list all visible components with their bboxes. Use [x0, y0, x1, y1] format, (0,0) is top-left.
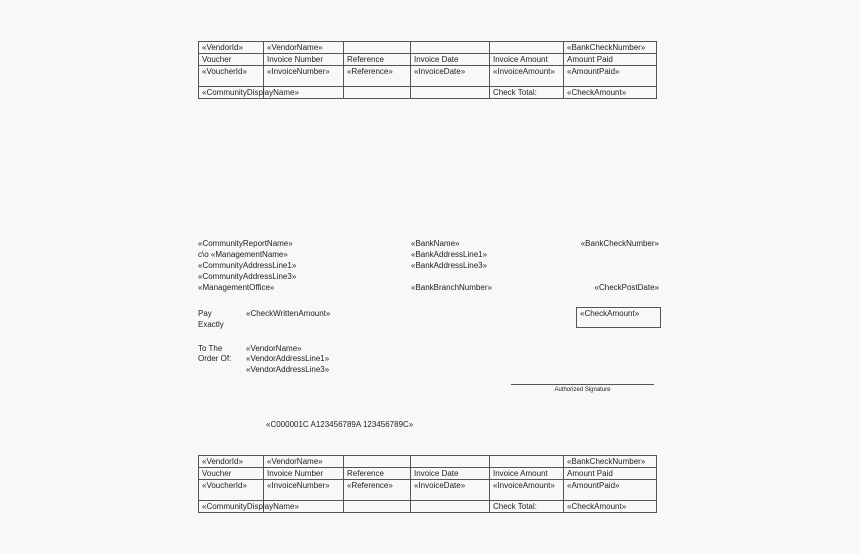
stub-header-invoice-date: Invoice Date — [411, 468, 490, 480]
remittance-stub-top — [198, 41, 657, 99]
stub-header-invoice-number: Invoice Number — [264, 468, 344, 480]
signature-line — [511, 384, 654, 385]
stub-empty-cell — [344, 87, 411, 99]
stub-invoice-number: «InvoiceNumber» — [264, 480, 344, 501]
stub-check-number: «BankCheckNumber» — [564, 456, 657, 468]
stub-header-voucher: Voucher — [199, 54, 264, 66]
stub-vendor-id: «VendorId» — [199, 42, 264, 54]
stub-invoice-date: «InvoiceDate» — [411, 480, 490, 501]
check-number: «BankCheckNumber» — [580, 239, 659, 248]
stub-header-amount-paid: Amount Paid — [564, 468, 657, 480]
check-post-date: «CheckPostDate» — [594, 283, 659, 292]
stub-check-total-label: Check Total: — [490, 87, 564, 99]
check-written-amount: «CheckWrittenAmount» — [246, 309, 331, 318]
stub-empty-cell — [490, 42, 564, 54]
stub-invoice-amount: «InvoiceAmount» — [490, 480, 564, 501]
stub-amount-paid: «AmountPaid» — [564, 480, 657, 501]
stub-header-invoice-amount: Invoice Amount — [490, 54, 564, 66]
stub-empty-cell — [411, 456, 490, 468]
stub-header-invoice-date: Invoice Date — [411, 54, 490, 66]
micr-line: «C000001C A123456789A 123456789C» — [266, 420, 414, 429]
stub-reference: «Reference» — [344, 66, 411, 87]
stub-vendor-name: «VendorName» — [264, 42, 344, 54]
bank-name: «BankName» — [411, 239, 460, 248]
vendor-address-line1: «VendorAddressLine1» — [246, 354, 330, 363]
stub-empty-cell — [411, 501, 490, 513]
stub-empty-cell — [344, 42, 411, 54]
stub-amount-paid: «AmountPaid» — [564, 66, 657, 87]
stub-vendor-id: «VendorId» — [199, 456, 264, 468]
stub-empty-cell — [490, 456, 564, 468]
stub-header-amount-paid: Amount Paid — [564, 54, 657, 66]
stub-community-display-name: «CommunityDisplayName» — [199, 501, 264, 513]
stub-empty-cell — [344, 456, 411, 468]
stub-community-display-name: «CommunityDisplayName» — [199, 87, 264, 99]
community-report-name: «CommunityReportName» — [198, 239, 293, 248]
bank-branch-number: «BankBranchNumber» — [411, 283, 492, 292]
order-of-label: Order Of: — [198, 354, 232, 363]
stub-invoice-number: «InvoiceNumber» — [264, 66, 344, 87]
bank-address-line3: «BankAddressLine3» — [411, 261, 488, 270]
vendor-address-line3: «VendorAddressLine3» — [246, 365, 330, 374]
check-amount-box: «CheckAmount» — [576, 307, 661, 328]
management-office: «ManagementOffice» — [198, 283, 275, 292]
stub-reference: «Reference» — [344, 480, 411, 501]
community-address-line3: «CommunityAddressLine3» — [198, 272, 297, 281]
stub-check-amount: «CheckAmount» — [564, 501, 657, 513]
stub-invoice-amount: «InvoiceAmount» — [490, 66, 564, 87]
payee-vendor-name: «VendorName» — [246, 344, 302, 353]
stub-check-total-label: Check Total: — [490, 501, 564, 513]
stub-header-invoice-number: Invoice Number — [264, 54, 344, 66]
stub-header-reference: Reference — [344, 468, 411, 480]
stub-header-voucher: Voucher — [199, 468, 264, 480]
community-address-line1: «CommunityAddressLine1» — [198, 261, 297, 270]
stub-invoice-date: «InvoiceDate» — [411, 66, 490, 87]
bank-address-line1: «BankAddressLine1» — [411, 250, 488, 259]
remittance-stub-bottom — [198, 455, 657, 513]
stub-header-reference: Reference — [344, 54, 411, 66]
management-name: c\o «ManagementName» — [198, 250, 288, 259]
stub-voucher-id: «VoucherId» — [199, 66, 264, 87]
pay-label: Pay — [198, 309, 212, 318]
stub-empty-cell — [411, 87, 490, 99]
stub-voucher-id: «VoucherId» — [199, 480, 264, 501]
stub-empty-cell — [344, 501, 411, 513]
stub-header-invoice-amount: Invoice Amount — [490, 468, 564, 480]
authorized-signature-label: Authorized Signature — [554, 387, 611, 393]
stub-vendor-name: «VendorName» — [264, 456, 344, 468]
stub-check-amount: «CheckAmount» — [564, 87, 657, 99]
to-the-label: To The — [198, 344, 223, 353]
exactly-label: Exactly — [198, 320, 224, 329]
stub-check-number: «BankCheckNumber» — [564, 42, 657, 54]
stub-empty-cell — [411, 42, 490, 54]
